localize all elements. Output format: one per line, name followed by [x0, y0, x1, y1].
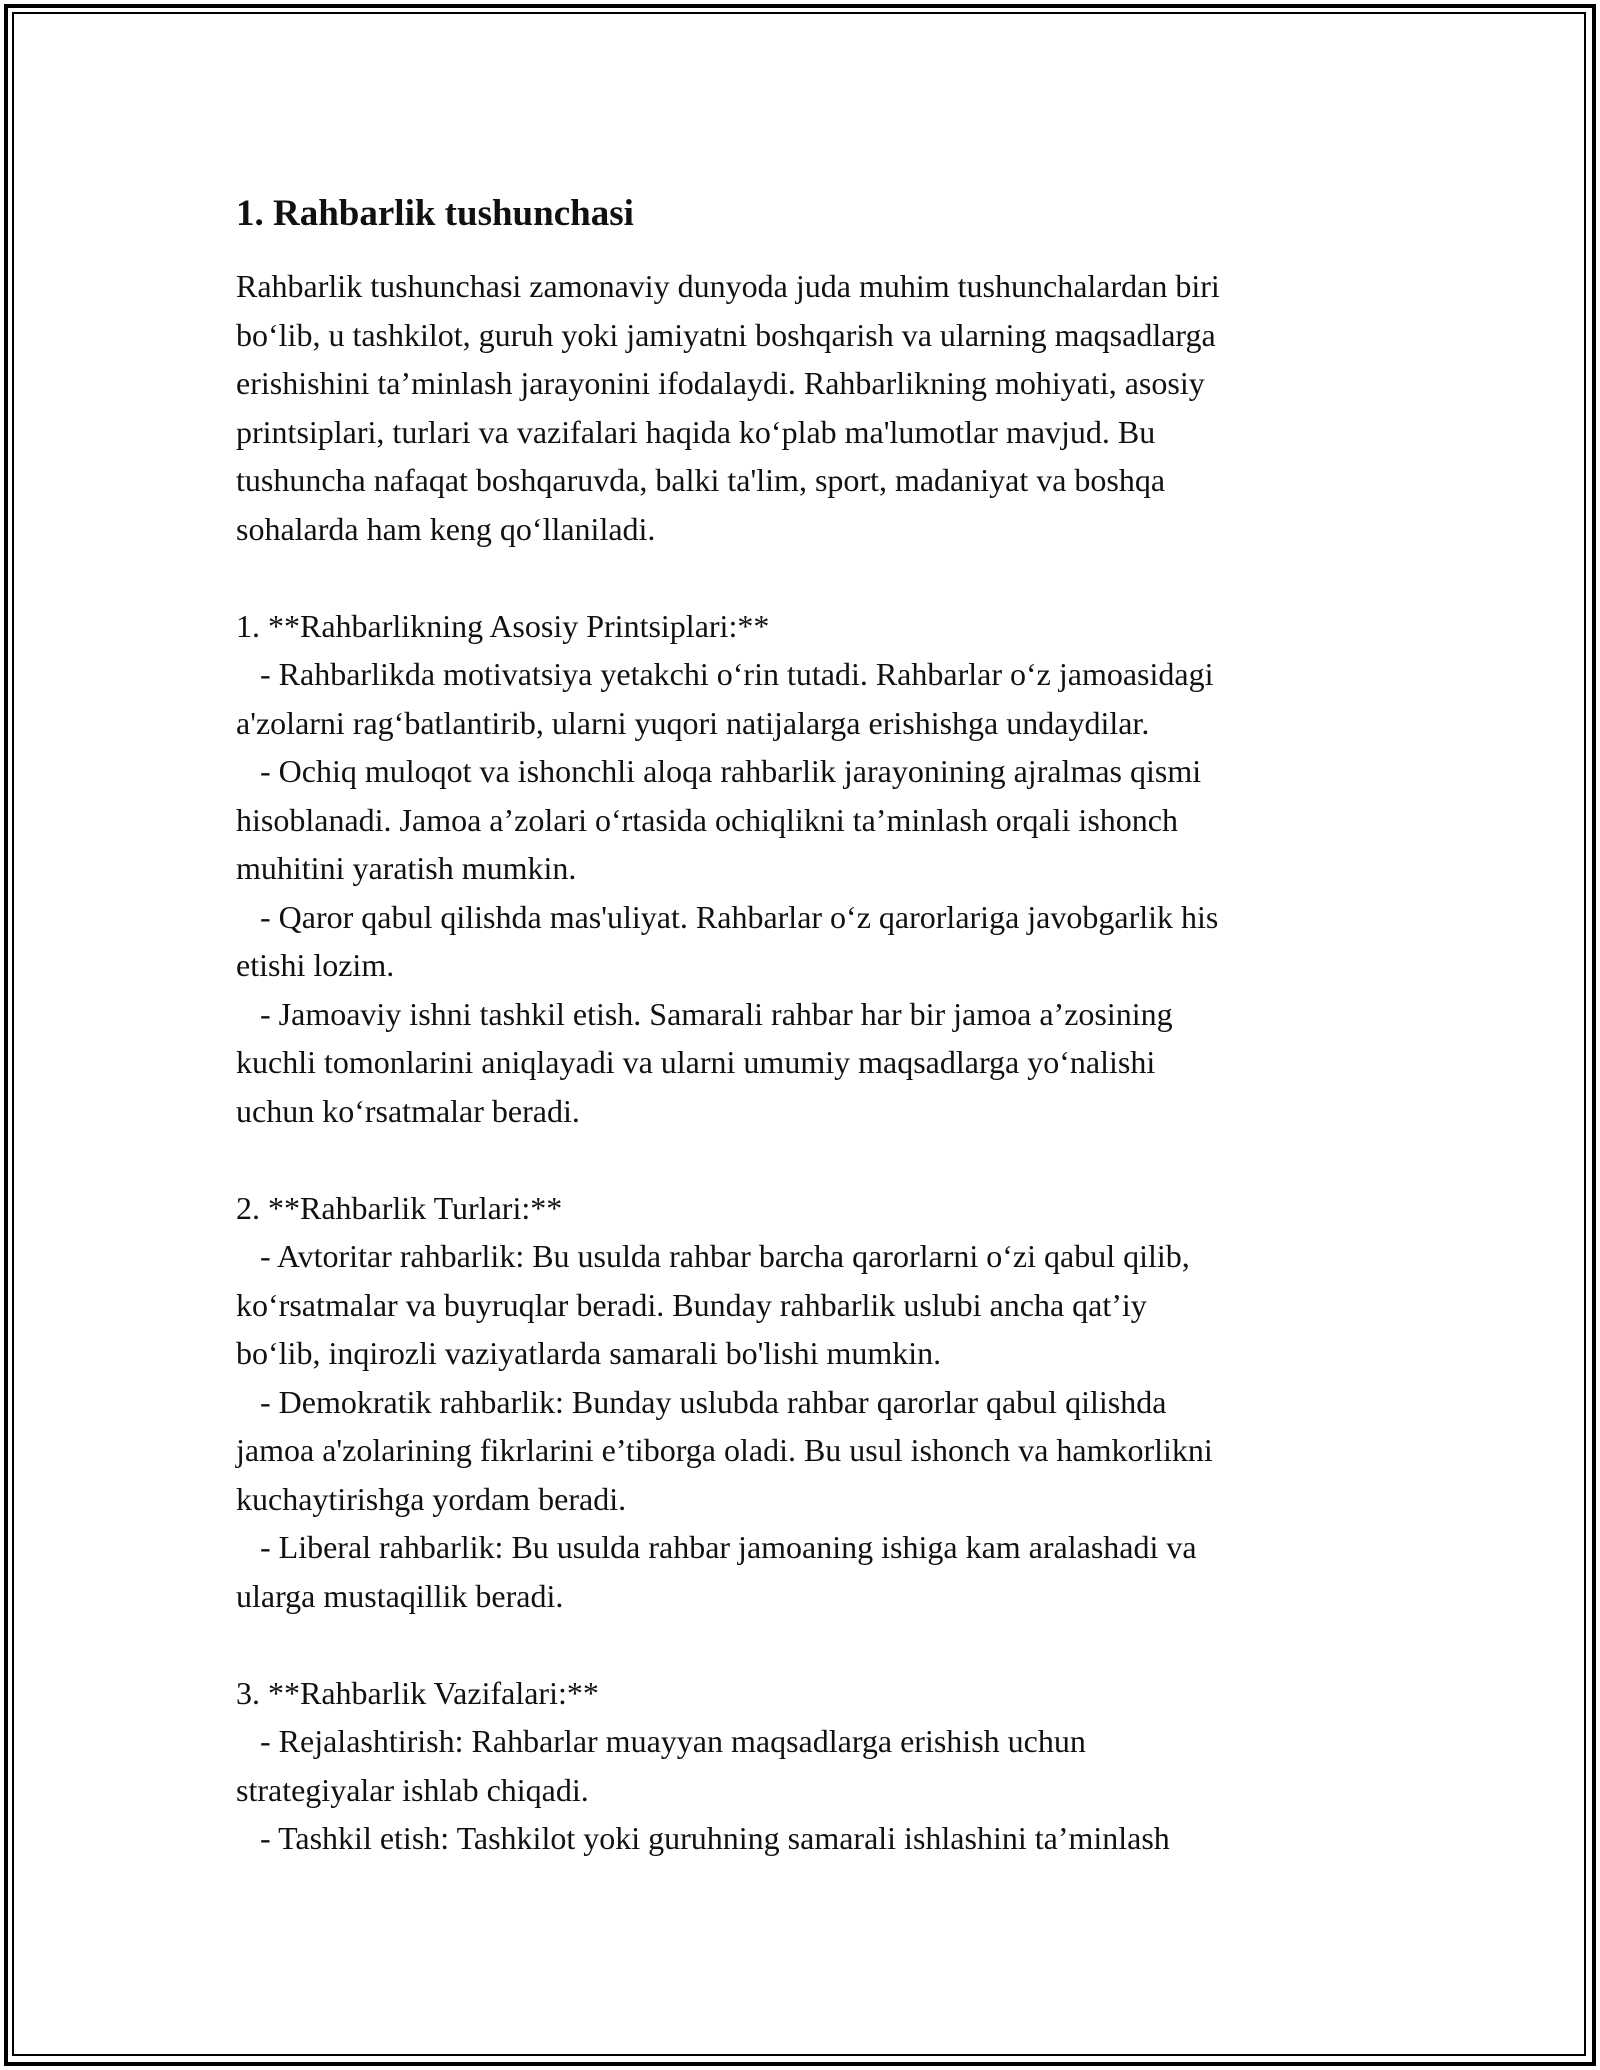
section-line: kuchaytirishga yordam beradi. [236, 1480, 627, 1517]
section-line: jamoa a'zolarining fikrlarini e’tiborga oladi. Bu usul ishonch va hamkorlikni [236, 1432, 1213, 1468]
section-line: - Avtoritar rahbarlik: Bu usulda rahbar barcha qarorlarni o‘zi qabul qilib, [236, 1238, 1190, 1274]
section-line: - Demokratik rahbarlik: Bunday uslubda rahbar qarorlar qabul qilishda [236, 1383, 1167, 1420]
section-line: - Liberal rahbarlik: Bu usulda rahbar jamoaning ishiga kam aralashadi va [236, 1529, 1197, 1565]
section-line: - Rahbarlikda motivatsiya yetakchi o‘rin tutadi. Rahbarlar o‘z jamoasidagi [236, 656, 1214, 692]
section-line: a'zolarni rag‘batlantirib, ularni yuqori natijalarga erishishga undaydilar. [236, 704, 1150, 741]
section-line: hisoblanadi. Jamoa a’zolari o‘rtasida ochiqlikni ta’minlash orqali ishonch [236, 801, 1178, 838]
section-line: muhitini yaratish mumkin. [236, 850, 577, 886]
paragraph-spacer [236, 1620, 1376, 1669]
section-title: 2. **Rahbarlik Turlari:** [236, 1189, 563, 1226]
section-line: kuchli tomonlarini aniqlayadi va ularni umumiy maqsadlarga yo‘nalishi [236, 1044, 1156, 1080]
intro-line: Rahbarlik tushunchasi zamonaviy dunyoda juda muhim tushunchalardan biri [236, 268, 1220, 304]
section-line: etishi lozim. [236, 947, 395, 983]
intro-line: tushuncha nafaqat boshqaruvda, balki ta'lim, sport, madaniyat va boshqa [236, 462, 1166, 498]
paragraph-spacer [236, 1135, 1376, 1184]
document-body [236, 188, 1376, 1863]
page-title: 1. Rahbarlik tushunchasi [236, 193, 634, 234]
paragraph-spacer [236, 553, 1376, 602]
section-line: strategiyalar ishlab chiqadi. [236, 1771, 589, 1808]
section-title: 3. **Rahbarlik Vazifalari:** [236, 1674, 599, 1711]
section-line: ko‘rsatmalar va buyruqlar beradi. Bunday rahbarlik uslubi ancha qat’iy [236, 1286, 1147, 1323]
section-line: - Rejalashtirish: Rahbarlar muayyan maqsadlarga erishish uchun [236, 1723, 1086, 1759]
section-line: uchun ko‘rsatmalar beradi. [236, 1092, 580, 1129]
section-types [236, 1184, 1376, 1621]
section-line: - Tashkil etish: Tashkilot yoki guruhning samarali ishlashini ta’minlash [236, 1820, 1170, 1856]
section-line: - Jamoaviy ishni tashkil etish. Samarali rahbar har bir jamoa a’zosining [236, 995, 1173, 1032]
section-line: - Ochiq muloqot va ishonchli aloqa rahbarlik jarayonining ajralmas qismi [236, 753, 1202, 789]
intro-line: erishishini ta’minlash jarayonini ifodalaydi. Rahbarlikning mohiyati, asosiy [236, 365, 1205, 401]
intro-line: sohalarda ham keng qo‘llaniladi. [236, 510, 656, 547]
section-line: ularga mustaqillik beradi. [236, 1577, 564, 1614]
intro-paragraph [236, 262, 1376, 553]
section-line: - Qaror qabul qilishda mas'uliyat. Rahbarlar o‘z qarorlariga javobgarlik his [236, 898, 1219, 935]
section-title: 1. **Rahbarlikning Asosiy Printsiplari:** [236, 607, 770, 644]
section-line: bo‘lib, inqirozli vaziyatlarda samarali bo'lishi mumkin. [236, 1335, 942, 1371]
section-functions [236, 1669, 1376, 1863]
intro-line: printsiplari, turlari va vazifalari haqida ko‘plab ma'lumotlar mavjud. Bu [236, 413, 1156, 450]
section-principles [236, 602, 1376, 1136]
intro-line: bo‘lib, u tashkilot, guruh yoki jamiyatni boshqarish va ularning maqsadlarga [236, 316, 1216, 353]
